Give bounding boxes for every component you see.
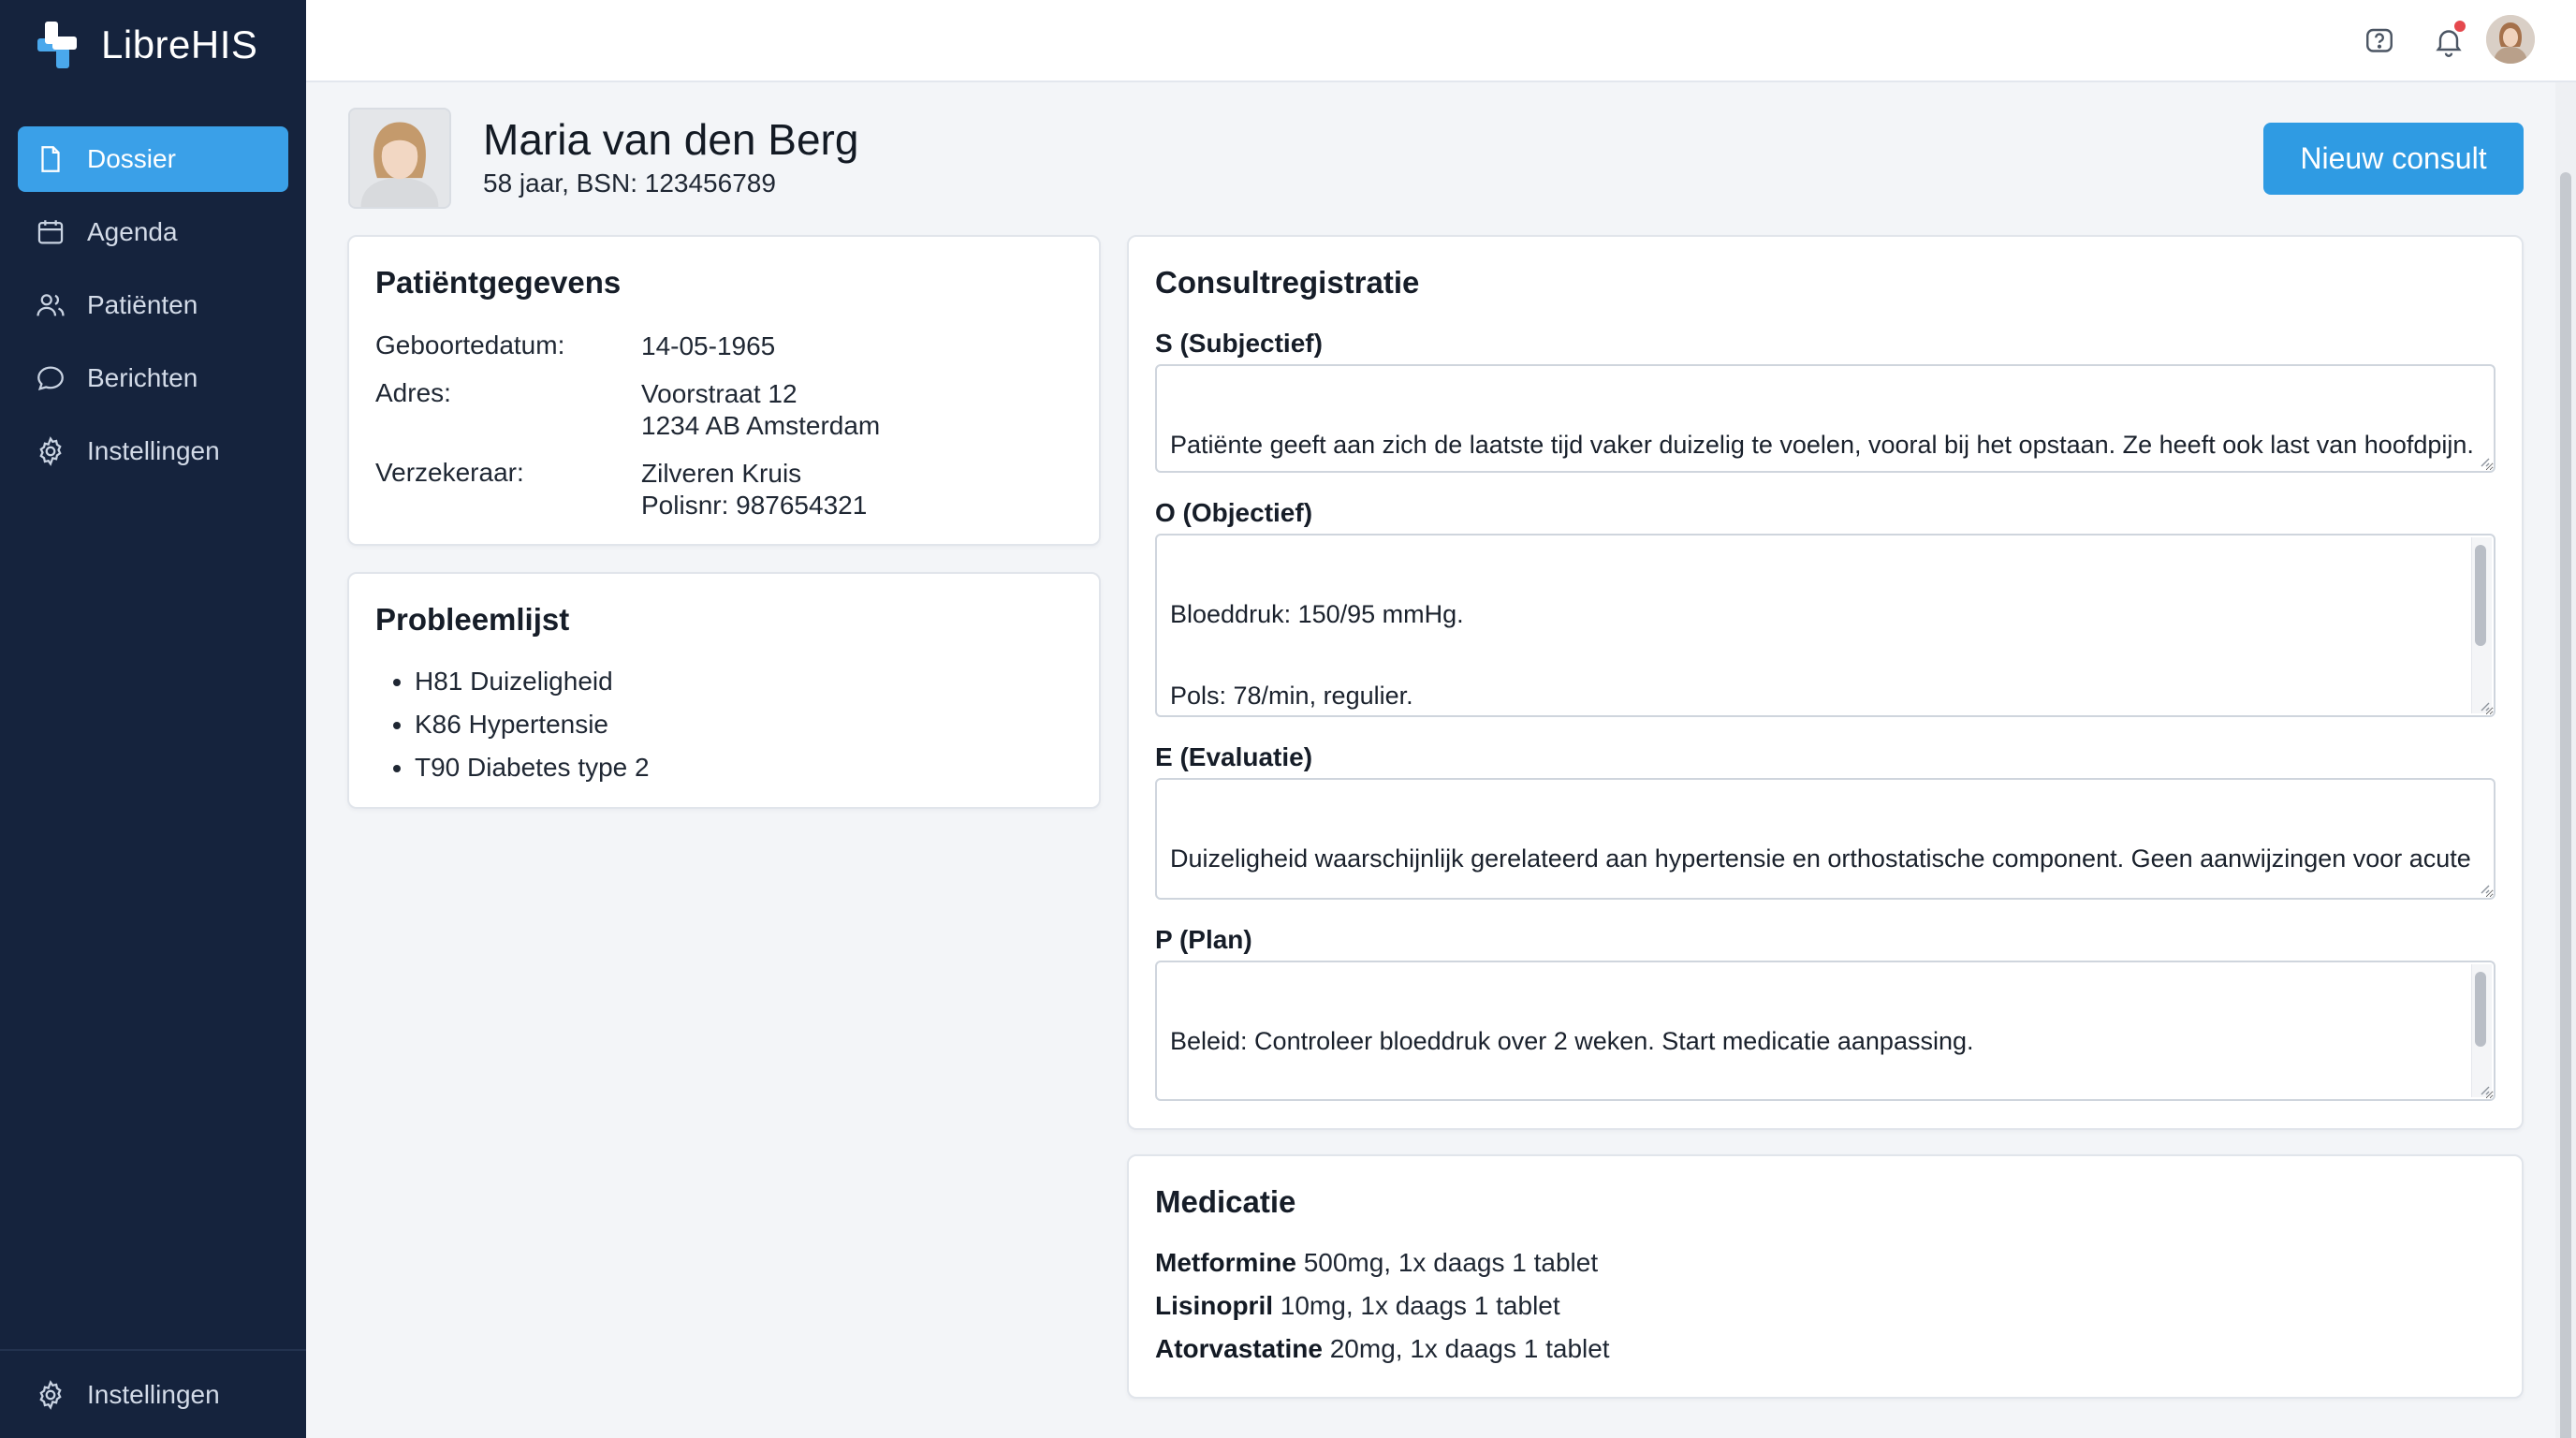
- card-title: Medicatie: [1155, 1184, 1296, 1219]
- problem-list-card: [347, 572, 1101, 809]
- resize-grip-icon[interactable]: [2477, 881, 2490, 894]
- soap-e-textarea[interactable]: Duizeligheid waarschijnlijk gerelateerd aan hypertensie en orthostatische component. Geen aanwijzingen voor acute: [1155, 778, 2496, 900]
- resize-grip-icon[interactable]: [2477, 454, 2490, 467]
- address-label: Adres:: [375, 378, 451, 407]
- soap-o-label: O (Objectief): [1155, 498, 1313, 527]
- resize-grip-icon[interactable]: [2477, 698, 2490, 712]
- medication-dose: 10mg, 1x daags 1 tablet: [1280, 1291, 1560, 1320]
- sidebar-item-patienten[interactable]: [18, 272, 288, 338]
- textarea-scrollbar[interactable]: [2471, 537, 2492, 713]
- calendar-icon: [33, 214, 68, 250]
- sidebar-item-instellingen[interactable]: [18, 418, 288, 484]
- patient-photo: [348, 108, 451, 209]
- textarea-scrollbar[interactable]: [2471, 964, 2492, 1097]
- sidebar: [0, 0, 306, 1438]
- sidebar-item-label: Dossier: [87, 144, 176, 173]
- new-consult-button[interactable]: Nieuw consult: [2263, 123, 2524, 195]
- page-scrollbar[interactable]: [2555, 82, 2576, 1438]
- patient-subtitle: 58 jaar, BSN: 123456789: [483, 169, 776, 198]
- sidebar-item-dossier[interactable]: [18, 126, 288, 192]
- page-scrollbar-thumb[interactable]: [2560, 172, 2571, 1438]
- librehis-logo-icon: [32, 16, 90, 74]
- medication-card: [1127, 1154, 2524, 1399]
- document-icon: [33, 141, 68, 177]
- patient-name: Maria van den Berg: [483, 115, 859, 164]
- user-avatar[interactable]: [2486, 15, 2535, 64]
- consult-card: [1127, 235, 2524, 1130]
- address-value: Voorstraat 12 1234 AB Amsterdam: [641, 379, 881, 440]
- sidebar-item-agenda[interactable]: [18, 199, 288, 265]
- medication-item[interactable]: [1155, 1291, 1560, 1321]
- birthdate-label: Geboortedatum:: [375, 330, 565, 360]
- birthdate-value: 14-05-1965: [641, 331, 776, 360]
- sidebar-footer: [0, 1349, 306, 1438]
- patient-info-card: [347, 235, 1101, 546]
- insurer-label: Verzekeraar:: [375, 458, 524, 487]
- sidebar-item-label: Patiënten: [87, 290, 198, 319]
- problem-item[interactable]: • H81 Duizeligheid: [415, 666, 650, 709]
- notification-dot: [2454, 21, 2466, 32]
- medication-item[interactable]: [1155, 1334, 1610, 1364]
- medication-dose: 500mg, 1x daags 1 tablet: [1303, 1248, 1599, 1277]
- soap-p-label: P (Plan): [1155, 925, 1252, 954]
- problem-list: [415, 666, 650, 795]
- medication-name: Metformine: [1155, 1248, 1304, 1277]
- problem-item[interactable]: • K86 Hypertensie: [415, 709, 650, 752]
- problem-item[interactable]: • T90 Diabetes type 2: [415, 752, 650, 795]
- soap-s-label: S (Subjectief): [1155, 329, 1323, 358]
- chat-help-icon[interactable]: [2359, 21, 2400, 62]
- soap-e-label: E (Evaluatie): [1155, 742, 1313, 771]
- sidebar-item-label: Instellingen: [87, 1380, 220, 1409]
- scrollbar-thumb[interactable]: [2475, 545, 2486, 646]
- medication-item[interactable]: [1155, 1248, 1598, 1278]
- sidebar-item-label: Berichten: [87, 363, 198, 392]
- sidebar-footer-instellingen[interactable]: [18, 1362, 288, 1428]
- bell-icon[interactable]: [2428, 21, 2469, 62]
- soap-o-textarea[interactable]: Bloeddruk: 150/95 mmHg. Pols: 78/min, regulier.: [1155, 534, 2496, 717]
- gear-icon: [33, 433, 68, 469]
- medication-name: Lisinopril: [1155, 1291, 1281, 1320]
- app-name: LibreHIS: [101, 22, 258, 66]
- brand[interactable]: [32, 15, 257, 75]
- sidebar-nav: [18, 126, 288, 492]
- card-title: Probleemlijst: [375, 602, 570, 637]
- gear-icon: [33, 1377, 68, 1413]
- soap-p-textarea[interactable]: Beleid: Controleer bloeddruk over 2 weken. Start medicatie aanpassing.: [1155, 961, 2496, 1101]
- message-icon: [33, 360, 68, 396]
- scrollbar-thumb[interactable]: [2475, 972, 2486, 1047]
- topbar: [306, 0, 2576, 82]
- soap-s-textarea[interactable]: Patiënte geeft aan zich de laatste tijd vaker duizelig te voelen, vooral bij het opstaan. Ze heeft ook last van hoofdpijn.: [1155, 364, 2496, 473]
- sidebar-item-berichten[interactable]: [18, 345, 288, 411]
- users-icon: [33, 287, 68, 323]
- sidebar-item-label: Instellingen: [87, 436, 220, 465]
- medication-name: Atorvastatine: [1155, 1334, 1330, 1363]
- insurer-value: Zilveren Kruis Polisnr: 987654321: [641, 459, 868, 520]
- card-title: Consultregistratie: [1155, 265, 1420, 300]
- medication-dose: 20mg, 1x daags 1 tablet: [1329, 1334, 1610, 1363]
- sidebar-item-label: Agenda: [87, 217, 178, 246]
- resize-grip-icon[interactable]: [2477, 1082, 2490, 1095]
- card-title: Patiëntgegevens: [375, 265, 622, 300]
